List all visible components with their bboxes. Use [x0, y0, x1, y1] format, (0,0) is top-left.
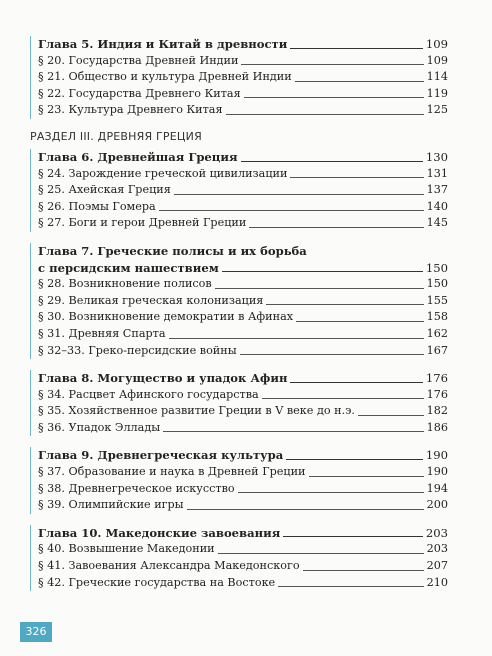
page-number: 150 — [426, 277, 448, 291]
page-number: 210 — [426, 575, 448, 589]
page-number: 176 — [426, 387, 448, 401]
toc-entry[interactable] — [38, 558, 448, 575]
page-number: 203 — [425, 525, 448, 540]
entry-title: § 36. Упадок Эллады — [38, 420, 161, 434]
leader-line — [290, 382, 422, 383]
entry-title: § 41. Завоевания Александра Македонского — [38, 559, 300, 573]
page-number: 109 — [426, 53, 448, 67]
leader-line — [283, 536, 423, 537]
leader-line — [244, 97, 424, 98]
toc-entry[interactable] — [38, 497, 448, 514]
leader-line — [296, 321, 424, 322]
page-number: 207 — [426, 559, 448, 573]
toc-entry[interactable] — [38, 293, 448, 310]
leader-line — [240, 354, 424, 355]
toc-entry[interactable] — [38, 481, 448, 498]
leader-line — [169, 338, 424, 339]
chapter-9-entry[interactable] — [38, 447, 448, 464]
leader-line — [241, 64, 423, 65]
page-number: 194 — [426, 481, 448, 495]
toc-entry[interactable] — [38, 53, 448, 70]
entry-title: § 29. Великая греческая колонизация — [38, 293, 264, 307]
entry-title: § 25. Ахейская Греция — [38, 183, 171, 197]
leader-line — [303, 570, 424, 571]
chapter-title: Глава 8. Могущество и упадок Афин — [38, 371, 288, 386]
leader-line — [222, 271, 423, 272]
entry-title: § 34. Расцвет Афинского государства — [38, 387, 259, 401]
leader-line — [238, 492, 424, 493]
page-number: 162 — [426, 326, 448, 340]
page-number: 140 — [426, 199, 448, 213]
toc-entry[interactable] — [38, 166, 448, 183]
leader-line — [295, 81, 424, 82]
page-number: 109 — [425, 37, 448, 51]
section-heading: РАЗДЕЛ III. ДРЕВНЯЯ ГРЕЦИЯ — [30, 129, 202, 143]
entry-title: § 24. Зарождение греческой цивилизации — [38, 166, 288, 180]
toc-entry[interactable] — [38, 309, 448, 326]
page-number: 137 — [426, 183, 448, 197]
chapter-block-7 — [30, 243, 448, 359]
leader-line — [187, 509, 424, 510]
leader-line — [218, 553, 424, 554]
leader-line — [241, 161, 423, 162]
chapter-title: Глава 5. Индия и Китай в древности — [38, 37, 288, 51]
entry-title: § 35. Хозяйственное развитие Греции в V веке до н.э. — [38, 404, 355, 418]
entry-title: § 21. Общество и культура Древней Индии — [38, 70, 292, 84]
chapter-title-line2: с персидским нашествием — [38, 260, 219, 275]
entry-title: § 20. Государства Древней Индии — [38, 53, 239, 67]
page-number-badge: 326 — [20, 622, 52, 642]
toc-entry[interactable] — [38, 69, 448, 86]
leader-line — [174, 194, 424, 195]
leader-line — [290, 177, 423, 178]
leader-line — [278, 586, 423, 587]
page-number: 186 — [426, 420, 448, 434]
page-number: 125 — [426, 103, 448, 117]
chapter-title: Глава 6. Древнейшая Греция — [38, 149, 238, 164]
toc-entry[interactable] — [38, 343, 448, 360]
leader-line — [266, 304, 423, 305]
chapter-block-5 — [30, 36, 448, 119]
chapter-block-9 — [30, 447, 448, 513]
entry-title: § 40. Возвышение Македонии — [38, 542, 215, 556]
chapter-block-10 — [30, 525, 448, 591]
entry-title: § 39. Олимпийские игры — [38, 498, 184, 512]
leader-line — [358, 415, 424, 416]
leader-line — [226, 114, 424, 115]
chapter-7-entry[interactable] — [38, 243, 448, 276]
leader-line — [249, 227, 423, 228]
toc-entry[interactable] — [38, 215, 448, 232]
chapter-title: Глава 10. Македонские завоевания — [38, 525, 281, 540]
toc-entry[interactable] — [38, 541, 448, 558]
page-number: 200 — [426, 498, 448, 512]
entry-title: § 37. Образование и наука в Древней Греции — [38, 465, 306, 479]
chapter-block-8 — [30, 370, 448, 436]
page-number: 158 — [426, 310, 448, 324]
toc-entry[interactable] — [38, 420, 448, 437]
leader-line — [290, 48, 423, 49]
chapter-8-entry[interactable] — [38, 370, 448, 387]
leader-line — [163, 431, 424, 432]
entry-title: § 32–33. Греко-персидские войны — [38, 343, 237, 357]
page-number: 114 — [426, 70, 448, 84]
entry-title: § 42. Греческие государства на Востоке — [38, 575, 276, 589]
page-number: 155 — [426, 293, 448, 307]
entry-title: § 27. Боги и герои Древней Греции — [38, 216, 247, 230]
entry-title: § 26. Поэмы Гомера — [38, 199, 156, 213]
leader-line — [159, 210, 424, 211]
page-number: 167 — [426, 343, 448, 357]
page-number: 176 — [425, 371, 448, 386]
toc-entry[interactable] — [38, 326, 448, 343]
toc-entry[interactable] — [38, 86, 448, 103]
leader-line — [286, 459, 423, 460]
toc-entry[interactable] — [38, 387, 448, 404]
entry-title: § 22. Государства Древнего Китая — [38, 86, 241, 100]
leader-line — [215, 288, 424, 289]
chapter-title: Глава 9. Древнегреческая культура — [38, 448, 284, 463]
page-number: 145 — [426, 216, 448, 230]
chapter-6-entry[interactable] — [38, 149, 448, 166]
toc-entry[interactable] — [38, 575, 448, 592]
entry-title: § 28. Возникновение полисов — [38, 277, 212, 291]
page-number: 150 — [425, 260, 448, 275]
toc-entry[interactable] — [38, 464, 448, 481]
toc-entry[interactable] — [38, 182, 448, 199]
leader-line — [262, 398, 424, 399]
chapter-block-6 — [30, 149, 448, 232]
leader-line — [309, 476, 424, 477]
toc-entry[interactable] — [38, 199, 448, 216]
toc-entry[interactable] — [38, 403, 448, 420]
chapter-5-entry[interactable] — [38, 36, 448, 53]
page-number: 190 — [425, 448, 448, 463]
page-number: 131 — [426, 166, 448, 180]
chapter-10-entry[interactable] — [38, 525, 448, 542]
entry-title: § 31. Древняя Спарта — [38, 326, 166, 340]
toc-entry[interactable] — [38, 102, 448, 119]
entry-title: § 23. Культура Древнего Китая — [38, 103, 223, 117]
page-number: 182 — [426, 404, 448, 418]
toc-entry[interactable] — [38, 276, 448, 293]
entry-title: § 38. Древнегреческое искусство — [38, 481, 235, 495]
entry-title: § 30. Возникновение демократии в Афинах — [38, 310, 294, 324]
page-number: 203 — [426, 542, 448, 556]
page-number: 130 — [425, 149, 448, 164]
page-number: 119 — [426, 86, 448, 100]
page-number: 190 — [426, 465, 448, 479]
table-of-contents — [30, 36, 448, 602]
chapter-title-line1: Глава 7. Греческие полисы и их борьба — [38, 243, 307, 258]
